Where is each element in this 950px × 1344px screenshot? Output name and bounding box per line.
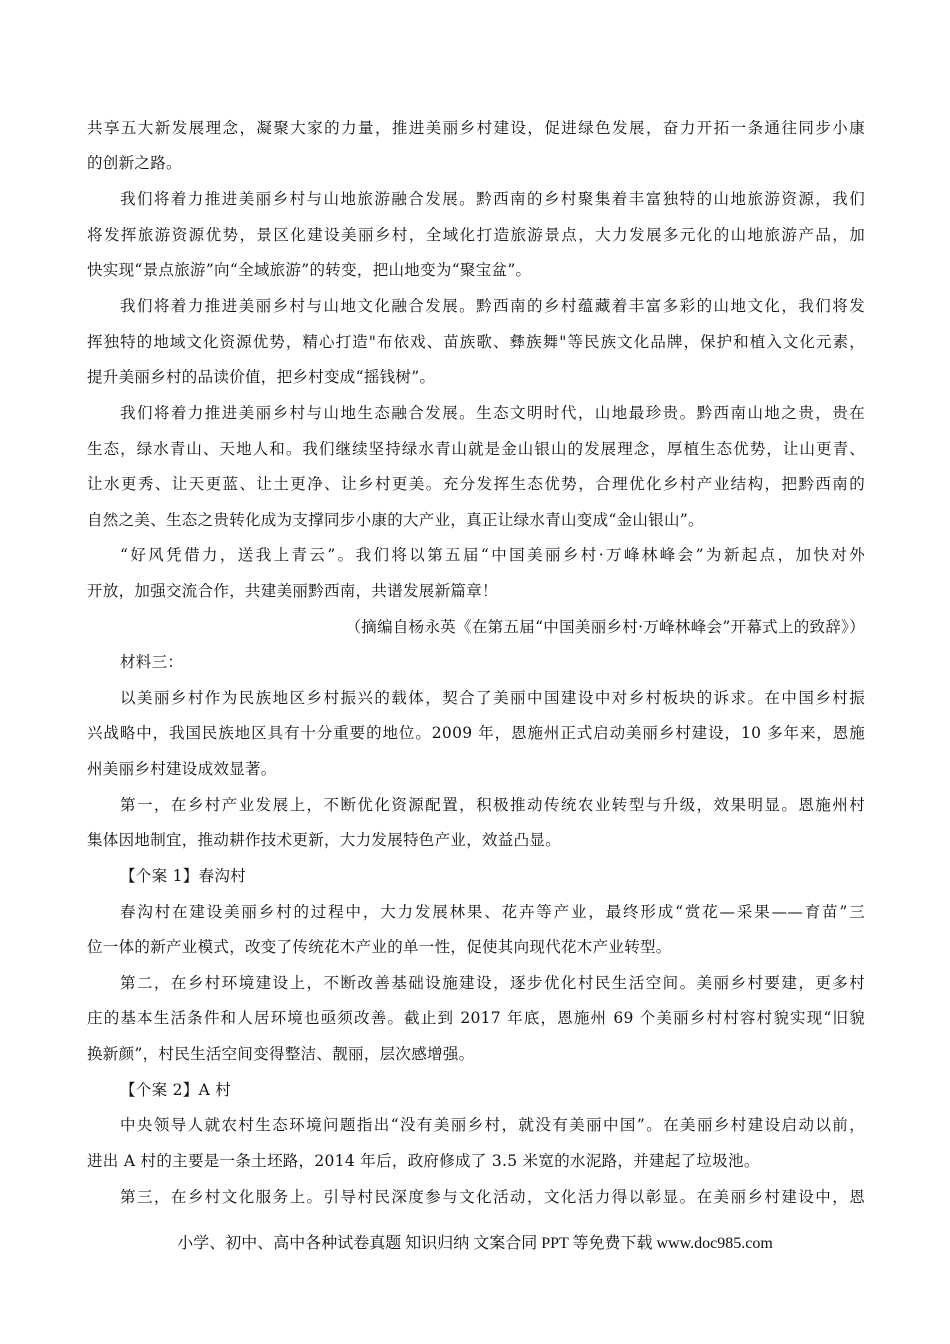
page-footer: 小学、初中、高中各种试卷真题 知识归纳 文案合同 PPT 等免费下载 www.doc985.com [177,1235,773,1252]
text-line: 中央领导人就农村生态环境问题指出“没有美丽乡村，就没有美丽中国”。在美丽乡村建设启动以前， [120,1116,865,1134]
text-line: 第三，在乡村文化服务上。引导村民深度参与文化活动，文化活力得以彰显。在美丽乡村建设中，恩 [120,1188,865,1206]
text-line: 让水更秀、让天更蓝、让土更净、让乡村更美。充分发挥生态优势，合理优化乡村产业结构，把黔西南的 [87,475,865,493]
text-line: 集体因地制宜，推动耕作技术更新，大力发展特色产业，效益凸显。 [87,831,562,849]
text-line: 换新颜”，村民生活空间变得整洁、靓丽，层次感增强。 [87,1045,475,1063]
text-line: 进出 A 村的主要是一条土坯路，2014 年后，政府修成了 3.5 米宽的水泥路，并建起了垃圾池。 [87,1152,760,1170]
text-line: 以美丽乡村作为民族地区乡村振兴的载体，契合了美丽中国建设中对乡村板块的诉求。在中国乡村振 [120,689,865,707]
text-line: 春沟村在建设美丽乡村的过程中，大力发展林果、花卉等产业，最终形成“赏花—采果——育苗”三 [120,903,865,921]
case-heading: 【个案 1】春沟村 [120,867,246,885]
text-line: 将发挥旅游资源优势，景区化建设美丽乡村，全域化打造旅游景点，大力发展多元化的山地旅游产品，加 [87,226,865,244]
text-line: 自然之美、生态之贵转化成为支撑同步小康的大产业，真正让绿水青山变成“金山银山”。 [87,511,704,529]
text-line: 挥独特的地域文化资源优势，精心打造"布依戏、苗族歌、彝族舞"等民族文化品牌，保护和植入文化元素， [87,333,865,351]
text-line: 提升美丽乡村的品读价值，把乡村变成“摇钱树”。 [87,368,436,386]
text-line: 第一，在乡村产业发展上，不断优化资源配置，积极推动传统农业转型与升级，效果明显。恩施州村 [120,796,865,814]
section-heading: 材料三： [120,653,184,671]
text-line: 开放，加强交流合作，共建美丽黔西南，共谱发展新篇章！ [87,582,498,600]
text-line: “好风凭借力，送我上青云”。我们将以第五届“中国美丽乡村·万峰林峰会”为新起点，加快对外 [120,546,865,564]
case-heading: 【个案 2】A 村 [120,1081,232,1099]
text-line: 我们将着力推进美丽乡村与山地文化融合发展。黔西南的乡村蕴藏着丰富多彩的山地文化，我们将发 [120,297,865,315]
text-line: 的创新之路。 [87,154,182,172]
text-line: 共享五大新发展理念，凝聚大家的力量，推进美丽乡村建设，促进绿色发展，奋力开拓一条通往同步小康 [87,119,865,137]
text-line: 兴战略中，我国民族地区具有十分重要的地位。2009 年，恩施州正式启动美丽乡村建设，10 多年来，恩施 [87,724,865,742]
text-line: 第二，在乡村环境建设上，不断改善基础设施建设，逐步优化村民生活空间。美丽乡村要建，更多村 [120,974,865,992]
text-line: 我们将着力推进美丽乡村与山地生态融合发展。生态文明时代，山地最珍贵。黔西南山地之贵，贵在 [120,404,865,422]
text-line: 州美丽乡村建设成效显著。 [87,760,277,778]
citation-line: （摘编自杨永英《在第五届“中国美丽乡村·万峰林峰会”开幕式上的致辞》） [345,618,865,636]
text-line: 我们将着力推进美丽乡村与山地旅游融合发展。黔西南的乡村聚集着丰富独特的山地旅游资源，我们 [120,190,865,208]
text-line: 位一体的新产业模式，改变了传统花木产业的单一性，促使其向现代花木产业转型。 [87,938,672,956]
text-line: 生态，绿水青山、天地人和。我们继续坚持绿水青山就是金山银山的发展理念，厚植生态优势，让山更青、 [87,440,865,458]
text-line: 庄的基本生活条件和人居环境也亟须改善。截止到 2017 年底，恩施州 69 个美丽乡村村容村貌实现“旧貌 [87,1009,865,1027]
text-line: 快实现“景点旅游”向“全域旅游”的转变，把山地变为“聚宝盆”。 [87,261,532,279]
